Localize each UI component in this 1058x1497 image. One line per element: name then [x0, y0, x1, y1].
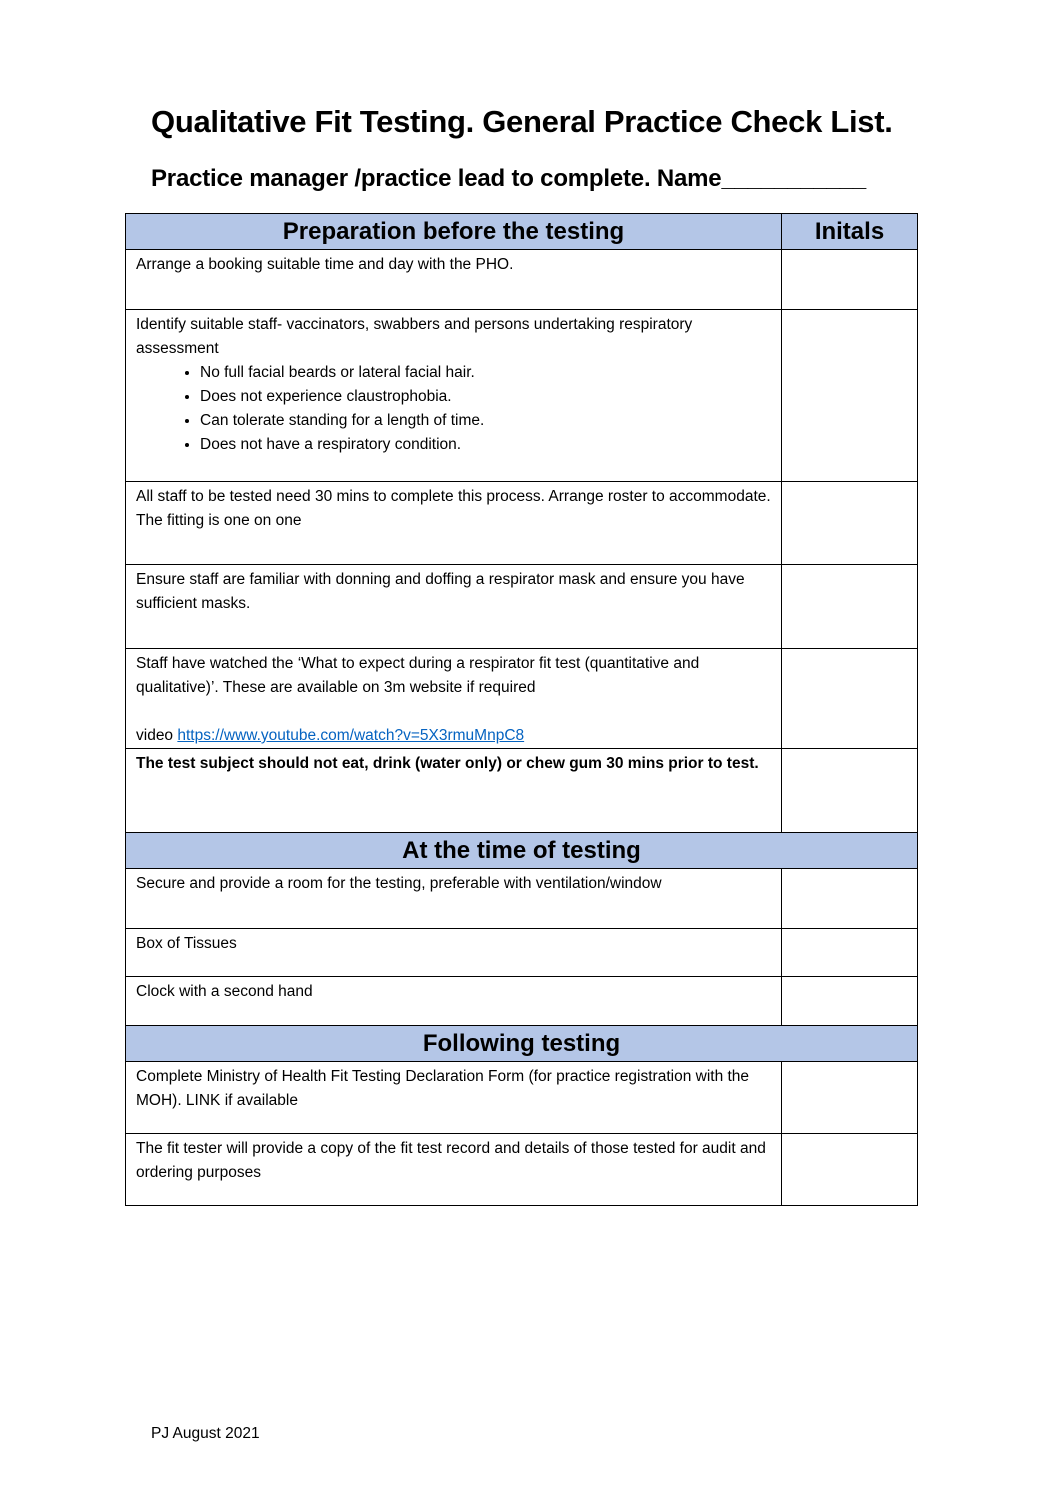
row-content — [126, 310, 782, 482]
table-row — [126, 565, 918, 649]
video-label: video — [136, 727, 174, 744]
row-text: Complete Ministry of Health Fit Testing Declaration Form (for practice registration with the MOH). LINK if available — [126, 1062, 782, 1134]
initials-cell[interactable] — [782, 649, 918, 749]
list-item: • Does not experience claustrophobia. — [200, 385, 771, 409]
initials-cell[interactable] — [782, 482, 918, 565]
table-row — [126, 749, 918, 833]
initials-cell[interactable] — [782, 749, 918, 833]
initials-column-header: Initals — [782, 214, 918, 250]
initials-cell[interactable] — [782, 977, 918, 1026]
document-footer: PJ August 2021 — [151, 1425, 260, 1442]
table-row — [126, 310, 918, 482]
initials-cell[interactable] — [782, 1134, 918, 1206]
table-row — [126, 869, 918, 929]
row-content — [126, 649, 782, 749]
table-row — [126, 649, 918, 749]
checklist-table — [125, 213, 918, 1206]
row-text: Clock with a second hand — [126, 977, 782, 1026]
table-row — [126, 250, 918, 310]
section-header-preparation — [126, 214, 918, 250]
document-title: Qualitative Fit Testing. General Practice Check List. — [151, 104, 893, 139]
initials-cell[interactable] — [782, 1062, 918, 1134]
section-heading: Preparation before the testing — [126, 214, 782, 250]
initials-cell[interactable] — [782, 929, 918, 977]
row-text: Ensure staff are familiar with donning and doffing a respirator mask and ensure you have sufficient masks. — [126, 565, 782, 649]
row-text: All staff to be tested need 30 mins to complete this process. Arrange roster to accommodate. The fitting is one on one — [126, 482, 782, 565]
row-text: Identify suitable staff- vaccinators, swabbers and persons undertaking respiratory assessment — [136, 316, 693, 357]
row-text: The test subject should not eat, drink (water only) or chew gum 30 mins prior to test. — [126, 749, 782, 833]
table-row — [126, 1062, 918, 1134]
table-row — [126, 482, 918, 565]
table-row — [126, 977, 918, 1026]
list-item: • Does not have a respiratory condition. — [200, 433, 771, 457]
table-row — [126, 1134, 918, 1206]
initials-cell[interactable] — [782, 869, 918, 929]
requirements-list — [136, 361, 771, 457]
section-header-following-testing — [126, 1026, 918, 1062]
initials-cell[interactable] — [782, 565, 918, 649]
row-text: Staff have watched the ‘What to expect during a respirator fit test (quantitative and qualitative)’. These are available on 3m website if required — [136, 655, 700, 696]
section-heading: At the time of testing — [126, 833, 918, 869]
row-text: Secure and provide a room for the testing, preferable with ventilation/window — [126, 869, 782, 929]
document-subtitle: Practice manager /practice lead to complete. Name___________ — [151, 165, 867, 192]
video-link[interactable]: https://www.youtube.com/watch?v=5X3rmuMnpC8 — [177, 727, 525, 744]
initials-cell[interactable] — [782, 250, 918, 310]
row-text: Arrange a booking suitable time and day with the PHO. — [126, 250, 782, 310]
table-row — [126, 929, 918, 977]
list-item: • Can tolerate standing for a length of time. — [200, 409, 771, 433]
initials-cell[interactable] — [782, 310, 918, 482]
section-header-time-of-testing — [126, 833, 918, 869]
row-text: Box of Tissues — [126, 929, 782, 977]
section-heading: Following testing — [126, 1026, 918, 1062]
list-item: • No full facial beards or lateral facial hair. — [200, 361, 771, 385]
row-text: The fit tester will provide a copy of the fit test record and details of those tested for audit and ordering purposes — [126, 1134, 782, 1206]
